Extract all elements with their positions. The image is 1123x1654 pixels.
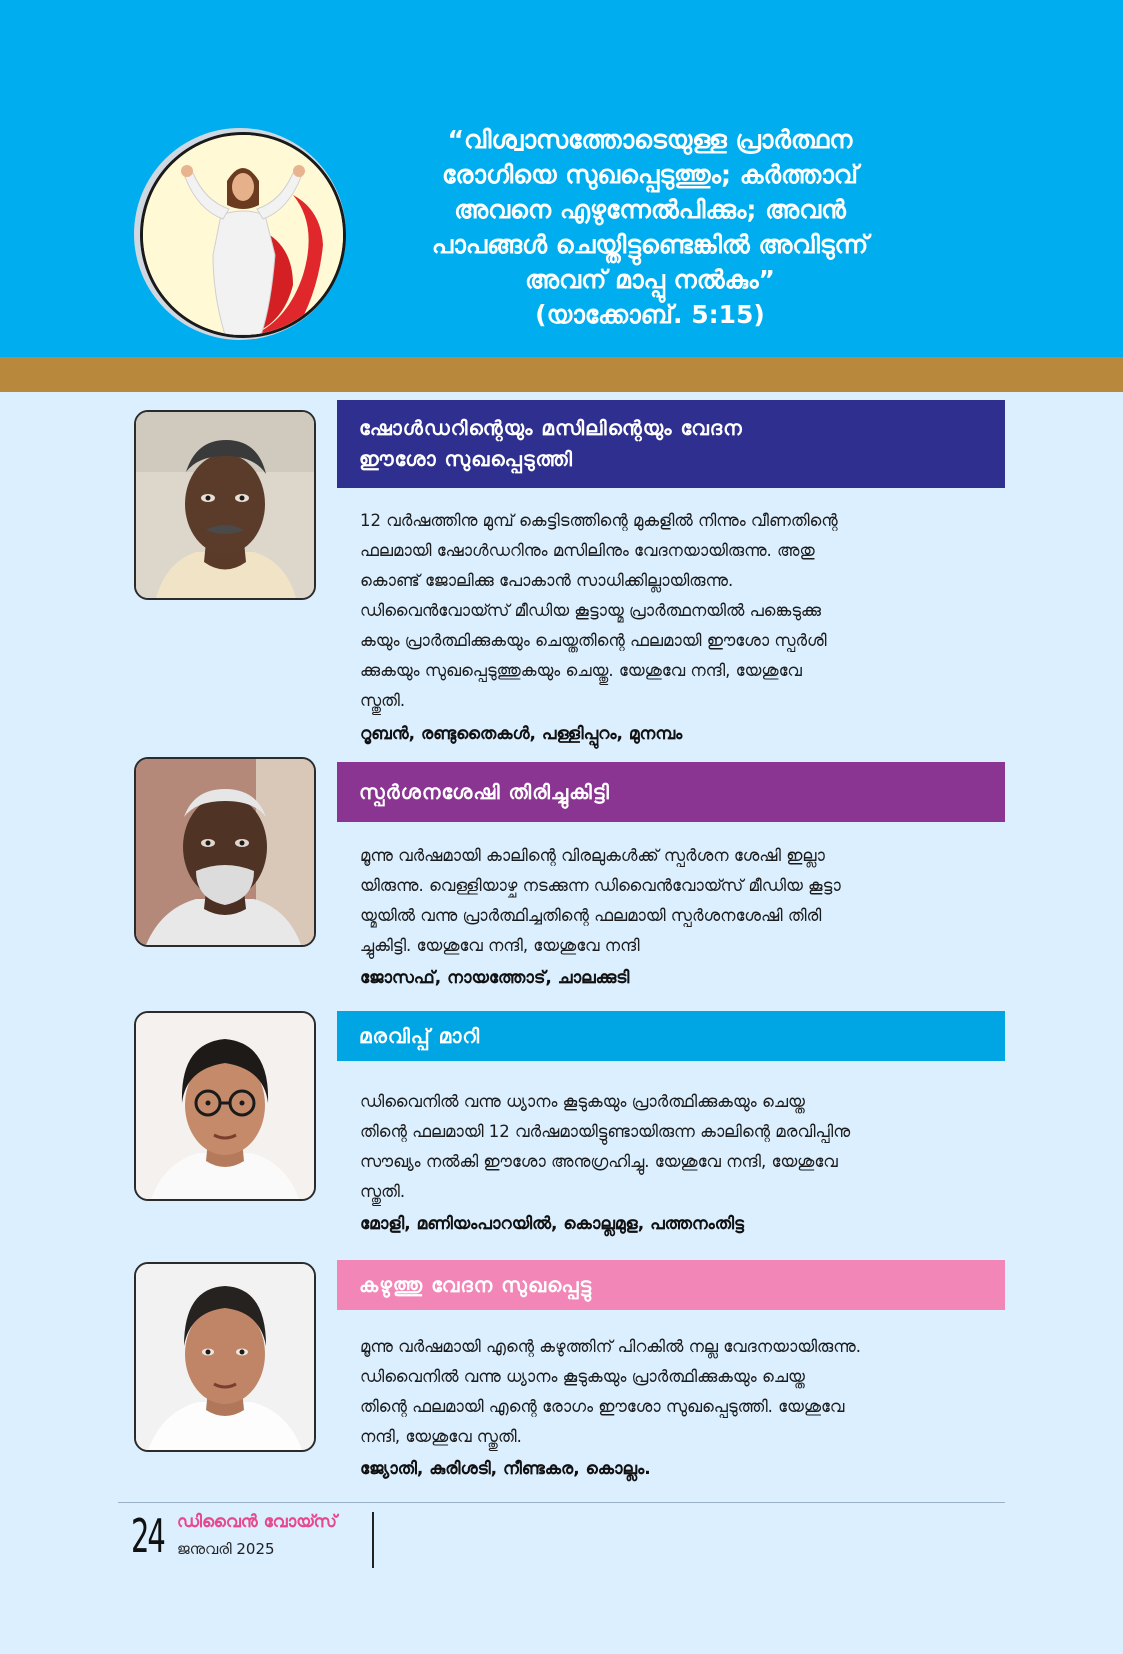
quote-line: രോഗിയെ സുഖപ്പെടുത്തും; കർത്താവ് <box>442 160 858 189</box>
testimony-title-bar <box>337 1260 1005 1310</box>
testimony-body <box>360 506 1005 716</box>
testimony-byline: ജോസഫ്, നായത്തോട്, ചാലക്കുടി <box>360 968 630 988</box>
body-line: കയും പ്രാർത്ഥിക്കുകയും ചെയ്തതിന്റെ ഫലമായി ഈശോ സ്പർശി <box>360 631 827 650</box>
issue-date: ജനുവരി 2025 <box>177 1540 275 1558</box>
body-line: സൗഖ്യം നൽകി ഈശോ അനുഗ്രഹിച്ചു. യേശുവേ നന്ദി, യേശുവേ <box>360 1152 838 1171</box>
testimony-photo-jyothi <box>134 1262 316 1452</box>
body-line: മൂന്നു വർഷമായി കാലിന്റെ വിരലുകൾക്ക് സ്പർശന ശേഷി ഇല്ലാ <box>360 846 825 865</box>
testimony-body <box>360 841 1005 961</box>
body-line: നന്ദി, യേശുവേ സ്തുതി. <box>360 1427 522 1446</box>
body-line: ക്കുകയും സുഖപ്പെടുത്തുകയും ചെയ്തു. യേശുവേ നന്ദി, യേശുവേ <box>360 661 802 680</box>
quote-line: പാപങ്ങൾ ചെയ്തിട്ടുണ്ടെങ്കിൽ അവിടുന്ന് <box>431 230 869 259</box>
testimony-title-bar <box>337 1011 1005 1061</box>
footer-rule <box>118 1502 1005 1503</box>
jesus-medallion-image <box>140 132 346 338</box>
testimony-title: മരവിപ്പ് മാറി <box>359 1023 481 1048</box>
gold-divider-band <box>0 357 1123 392</box>
testimony-title: സ്പർശനശേഷി തിരിച്ചുകിട്ടി <box>359 779 610 804</box>
quote-line: അവനെ എഴുന്നേൽപിക്കും; അവൻ <box>454 195 846 224</box>
body-line: മൂന്നു വർഷമായി എന്റെ കഴുത്തിന് പിറകിൽ നല്ല വേദനയായിരുന്നു. <box>360 1337 861 1356</box>
testimony-title-bar <box>337 400 1005 488</box>
testimony-byline: മോളി, മണിയംപാറയിൽ, കൊല്ലമുള, പത്തനംതിട്ട <box>360 1214 744 1234</box>
body-line: ഫലമായി ഷോൾഡറിനും മസിലിനും വേദനയായിരുന്നു. അതു <box>360 541 815 560</box>
testimony-title-bar <box>337 762 1005 822</box>
quote-line: “വിശ്വാസത്തോടെയുള്ള പ്രാർത്ഥന <box>447 125 853 154</box>
quote-reference: (യാക്കോബ്. 5:15) <box>535 300 765 329</box>
testimony-body <box>360 1332 1005 1452</box>
quote-line: അവന് മാപ്പു നൽകും” <box>525 265 775 294</box>
body-line: ച്ചുകിട്ടി. യേശുവേ നന്ദി, യേശുവേ നന്ദി <box>360 936 640 955</box>
footer-divider <box>372 1512 374 1568</box>
magazine-name: ഡിവൈൻ വോയ്സ് <box>177 1512 337 1532</box>
body-line: ഡിവൈനിൽ വന്നു ധ്യാനം കൂടുകയും പ്രാർത്ഥിക്കുകയും ചെയ്ത <box>360 1092 805 1111</box>
body-line: കൊണ്ട് ജോലിക്കു പോകാൻ സാധിക്കില്ലായിരുന്നു. <box>360 571 734 590</box>
testimony-byline: റൂബൻ, രണ്ടുതൈകൾ, പള്ളിപ്പുറം, മുനമ്പം <box>360 724 683 744</box>
body-line: ഡിവൈൻവോയ്സ് മീഡിയ കൂട്ടായ്മ പ്രാർത്ഥനയിൽ പങ്കെടുക്കു <box>360 601 822 620</box>
body-line: ഡിവൈനിൽ വന്നു ധ്യാനം കൂടുകയും പ്രാർത്ഥിക്കുകയും ചെയ്ത <box>360 1367 805 1386</box>
testimony-photo-ruben <box>134 410 316 600</box>
scripture-quote <box>370 122 930 332</box>
testimony-photo-moly <box>134 1011 316 1201</box>
testimony-title: കഴുത്തു വേദന സുഖപ്പെട്ടു <box>359 1272 593 1297</box>
body-line: തിന്റെ ഫലമായി എന്റെ രോഗം ഈശോ സുഖപ്പെടുത്തി. യേശുവേ <box>360 1397 845 1416</box>
body-line: തിന്റെ ഫലമായി 12 വർഷമായിട്ടുണ്ടായിരുന്ന കാലിന്റെ മരവിപ്പിനു <box>360 1122 851 1141</box>
testimony-byline: ജ്യോതി, കുരിശടി, നീണ്ടകര, കൊല്ലം. <box>360 1459 651 1479</box>
body-line: യ്മയിൽ വന്നു പ്രാർത്ഥിച്ചതിന്റെ ഫലമായി സ്പർശനശേഷി തിരി <box>360 906 822 925</box>
body-line: സ്തുതി. <box>360 1182 406 1201</box>
testimony-title: ഷോൾഡറിന്റെയും മസിലിന്റെയും വേദന <box>359 416 743 440</box>
testimony-body <box>360 1087 1005 1207</box>
page-number: 24 <box>131 1509 164 1563</box>
body-line: യിരുന്നു. വെള്ളിയാഴ്ച നടക്കുന്ന ഡിവൈൻവോയ്സ് മീഡിയ കൂട്ടാ <box>360 876 841 895</box>
testimony-title: ഈശോ സുഖപ്പെടുത്തി <box>359 447 573 471</box>
testimony-photo-joseph <box>134 757 316 947</box>
body-line: സ്തുതി. <box>360 691 406 710</box>
body-line: 12 വർഷത്തിനു മുമ്പ് കെട്ടിടത്തിന്റെ മുകളിൽ നിന്നും വീണതിന്റെ <box>360 511 838 530</box>
